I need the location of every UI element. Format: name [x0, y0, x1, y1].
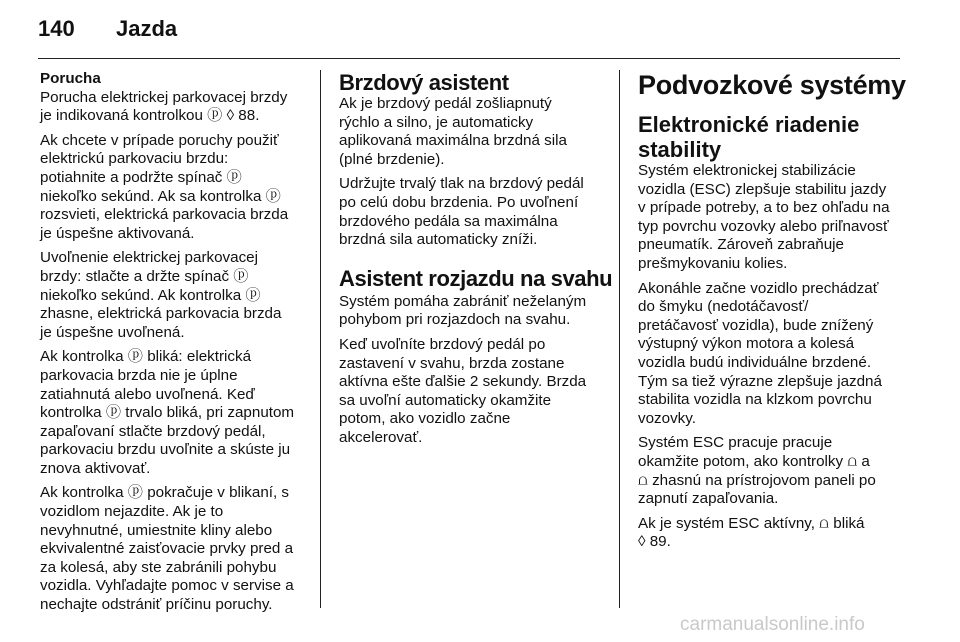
text-line: do šmyku (nedotáčavosť/ [638, 298, 809, 316]
asistent-rozjazdu-text [339, 293, 607, 448]
text-line: akcelerovať. [339, 428, 423, 446]
text-line: znova aktivovať. [40, 459, 151, 477]
text-line: vozidla. Vyhľadajte pomoc v servise a [40, 577, 294, 595]
paragraph [40, 348, 308, 478]
text-line: nechajte odstrániť príčinu poruchy. [40, 596, 273, 614]
header-divider [38, 58, 900, 59]
paragraph [339, 175, 607, 249]
paragraph [40, 132, 308, 244]
text-line: brzdového pedála sa maximálna [339, 212, 558, 230]
text-line: parkovacia brzda nie je úplne [40, 366, 238, 384]
text-line: po celú dobu brzdenia. Po uvoľnení [339, 193, 579, 211]
text-line: ekvivalentné zaisťovacie prvky pred a [40, 540, 294, 558]
paragraph [40, 484, 308, 614]
text-line: je úspešne uvoľnená. [40, 323, 185, 341]
heading-podvozkove-systemy: Podvozkové systémy [638, 70, 906, 100]
text-line: niekoľko sekúnd. Ak kontrolka ⓟ [40, 286, 261, 304]
text-line: potiahnite a podržte spínač ⓟ [40, 168, 242, 186]
text-line: elektrickú parkovaciu brzdu: [40, 150, 229, 168]
page-number: 140 [38, 16, 75, 41]
text-line: Ak chcete v prípade poruchy použiť [40, 131, 279, 149]
text-line: Ak kontrolka ⓟ bliká: elektrická [40, 348, 252, 366]
text-line: brzdná sila automaticky zníži. [339, 231, 538, 249]
column-brzdovy-asistent [339, 70, 613, 454]
section-heading-porucha: Porucha [40, 70, 101, 87]
text-line: Akonáhle začne vozidlo prechádzať [638, 279, 879, 297]
text-line: Udržujte trvalý tlak na brzdový pedál [339, 175, 584, 193]
text-line: Ak je systém ESC aktívny, ⩍ bliká [638, 514, 865, 532]
text-line: Systém elektronickej stabilizácie [638, 162, 856, 179]
paragraph [339, 95, 607, 169]
watermark: carmanualsonline.info [680, 614, 865, 635]
text-line: v prípade potreby, a to bez ohľadu na [638, 199, 890, 217]
text-line: Uvoľnenie elektrickej parkovacej [40, 249, 259, 267]
text-line: za kolesá, aby ste zabránili pohybu [40, 558, 277, 576]
text-line: (plné brzdenie). [339, 150, 445, 168]
heading-esc-line: Elektronické riadenie [638, 112, 860, 137]
column-podvozkove-systemy [638, 70, 908, 558]
text-line: ◊ 89. [638, 533, 671, 551]
paragraph [40, 89, 308, 126]
text-line: vozidla (ESC) zlepšuje stabilitu jazdy [638, 180, 887, 198]
text-line: zatiahnutá alebo uvoľnená. Keď [40, 385, 255, 403]
heading-esc-line: stability [638, 137, 722, 162]
text-line: rozsvieti, elektrická parkovacia brzda [40, 206, 289, 224]
paragraph [638, 280, 908, 429]
text-line: ⩍ zhasnú na prístrojovom paneli po [638, 471, 876, 489]
text-line: vozidla budú individuálne brzdené. [638, 353, 872, 371]
heading-brzdovy-asistent: Brzdový asistent [339, 70, 509, 95]
text-line: rýchlo a silno, je automaticky [339, 113, 534, 131]
text-line: pneumatík. Zároveň zabraňuje [638, 236, 844, 254]
heading-esc [638, 112, 908, 162]
column-divider-1 [320, 70, 321, 608]
text-line: je indikovaná kontrolkou ⓟ ◊ 88. [40, 107, 260, 125]
text-line: aplikovaná maximálna brzdná sila [339, 132, 567, 150]
text-line: nevyhnutné, umiestnite kliny alebo [40, 521, 273, 539]
text-line: zapaľovaní stlačte brzdový pedál, [40, 422, 266, 440]
text-line: zhasne, elektrická parkovacia brzda [40, 305, 282, 323]
text-line: vozovky. [638, 409, 696, 427]
paragraph [638, 434, 908, 508]
text-line: potom, ako vozidlo začne [339, 410, 511, 428]
paragraph [40, 249, 308, 342]
paragraph [339, 293, 607, 330]
column-divider-2 [619, 70, 620, 608]
text-line: prešmykovaniu kolies. [638, 254, 788, 272]
text-line: parkovaciu brzdu uvoľnite a skúste ju [40, 441, 291, 459]
column-porucha [40, 70, 308, 621]
text-line: kontrolka ⓟ trvalo bliká, pri zapnutom [40, 404, 295, 422]
esc-text [638, 162, 908, 552]
text-line: typ povrchu vozovky alebo priľnavosť [638, 217, 889, 235]
text-line: Systém pomáha zabrániť neželaným [339, 292, 587, 310]
text-line: brzdy: stlačte a držte spínač ⓟ [40, 267, 249, 285]
brzdovy-asistent-text [339, 95, 607, 250]
text-line: pohybom pri rozjazdoch na svahu. [339, 311, 571, 329]
text-line: vozidlom nejazdite. Ak je to [40, 503, 224, 521]
paragraph [638, 162, 908, 274]
porucha-text [40, 89, 308, 615]
text-line: zastavení v svahu, brzda zostane [339, 354, 565, 372]
text-line: okamžite potom, ako kontrolky ⩍ a [638, 452, 870, 470]
heading-asistent-rozjazdu: Asistent rozjazdu na svahu [339, 265, 613, 291]
text-line: stabilita vozidla na klzkom povrchu [638, 391, 872, 409]
text-line: Tým sa tiež výrazne zlepšuje jazdná [638, 372, 882, 390]
text-line: Ak je brzdový pedál zošliapnutý [339, 95, 552, 112]
text-line: aktívna ešte ďalšie 2 sekundy. Brzda [339, 373, 587, 391]
text-line: niekoľko sekúnd. Ak sa kontrolka ⓟ [40, 187, 281, 205]
text-line: zapnutí zapaľovania. [638, 490, 779, 508]
text-line: je úspešne aktivovaná. [40, 224, 195, 242]
chapter-title: Jazda [116, 16, 178, 41]
text-line: výstupný výkon motora a kolesá [638, 335, 855, 353]
text-line: Systém ESC pracuje pracuje [638, 434, 833, 452]
text-line: Porucha elektrickej parkovacej brzdy [40, 88, 288, 106]
text-line: Keď uvoľníte brzdový pedál po [339, 335, 546, 353]
text-line: pretáčavosť vozidla), bude znížený [638, 316, 874, 334]
paragraph [339, 336, 607, 448]
paragraph [638, 515, 908, 552]
text-line: Ak kontrolka ⓟ pokračuje v blikaní, s [40, 484, 290, 502]
text-line: sa uvoľní automaticky okamžite [339, 391, 552, 409]
